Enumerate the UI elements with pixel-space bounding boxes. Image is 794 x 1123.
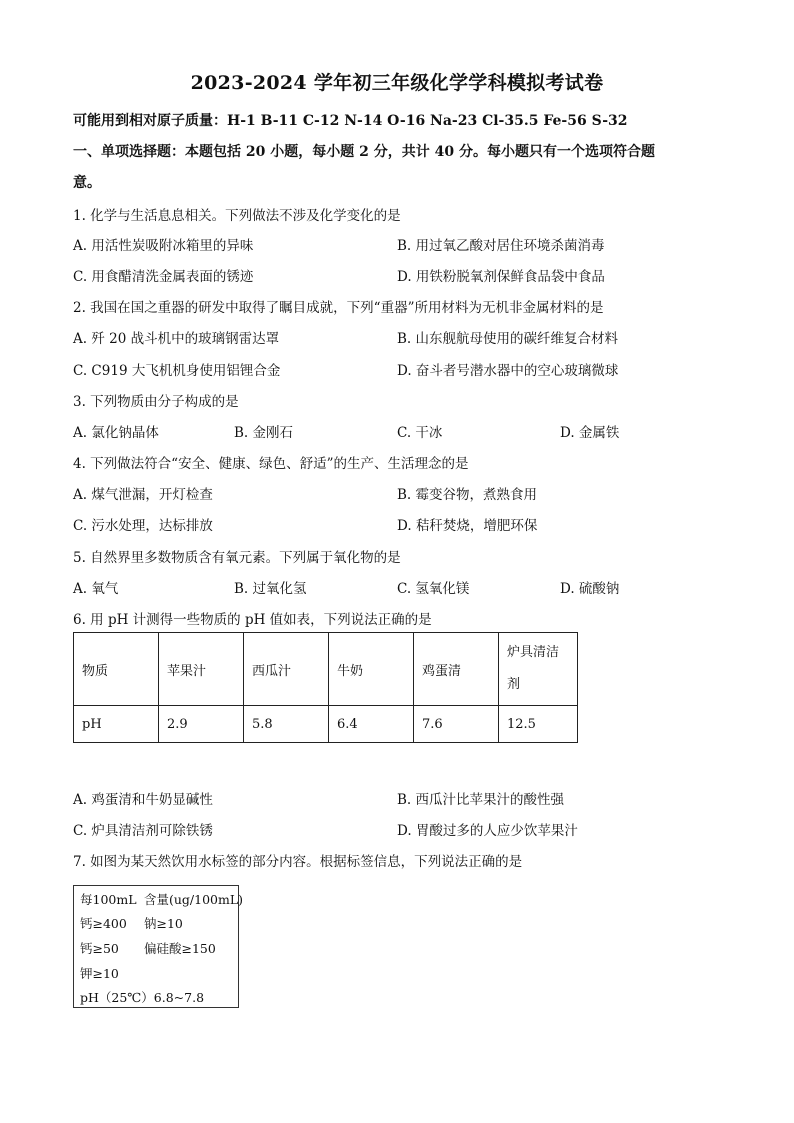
table-header-cell: 西瓜汁 [244, 633, 329, 706]
option-a: A. 鸡蛋清和牛奶显碱性 [73, 792, 213, 808]
option-b: B. 用过氧乙酸对居住环境杀菌消毒 [397, 238, 605, 254]
table-cell: pH [74, 706, 159, 743]
table-cell: 6.4 [329, 706, 414, 743]
question-stem: 2. 我国在国之重器的研发中取得了瞩目成就，下列“重器”所用材料为无机非金属材料的是 [73, 300, 604, 316]
option-c: C. 干冰 [397, 425, 443, 441]
option-c: C. 炉具清洁剂可除铁锈 [73, 823, 213, 839]
table-cell: 5.8 [244, 706, 329, 743]
page-title: 2023-2024 学年初三年级化学学科模拟考试卷 [190, 72, 604, 94]
table-cell: 7.6 [414, 706, 499, 743]
option-b: B. 金刚石 [234, 425, 294, 441]
atomic-masses: 可能用到相对原子质量：H-1 B-11 C-12 N-14 O-16 Na-23 Cl-35.5 Fe-56 S-32 [73, 113, 628, 129]
option-d: D. 秸秆焚烧，增肥环保 [397, 518, 538, 534]
option-c: C. 用食醋清洗金属表面的锈迹 [73, 269, 254, 285]
option-a: A. 歼 20 战斗机中的玻璃钢雷达罩 [73, 331, 280, 347]
label-text: 偏硅酸≥150 [144, 941, 216, 956]
label-text: 含量(ug/100mL) [144, 892, 244, 907]
option-a: A. 煤气泄漏，开灯检查 [73, 487, 213, 503]
section-heading-cont: 意。 [73, 175, 101, 191]
option-c: C. 污水处理，达标排放 [73, 518, 213, 534]
question-stem: 6. 用 pH 计测得一些物质的 pH 值如表，下列说法正确的是 [73, 612, 432, 628]
option-c: C. C919 大飞机机身使用铝锂合金 [73, 363, 281, 379]
label-text: 钾≥10 [80, 966, 119, 981]
water-label [73, 885, 244, 1008]
label-text: 钙≥50 [80, 941, 119, 956]
ph-table [73, 632, 578, 743]
question-stem: 5. 自然界里多数物质含有氧元素。下列属于氧化物的是 [73, 550, 401, 566]
question-stem: 3. 下列物质由分子构成的是 [73, 394, 239, 410]
option-b: B. 过氧化氢 [234, 581, 307, 597]
table-cell: 12.5 [499, 706, 578, 743]
section-heading: 一、单项选择题：本题包括 20 小题，每小题 2 分，共计 40 分。每小题只有一个选项符合题 [73, 144, 655, 160]
header-part: 炉具清洁 [507, 645, 560, 660]
option-a: A. 用活性炭吸附冰箱里的异味 [73, 238, 254, 254]
table-cell: 2.9 [159, 706, 244, 743]
option-d: D. 奋斗者号潜水器中的空心玻璃微球 [397, 363, 619, 379]
option-a: A. 氧气 [73, 581, 119, 597]
option-b: B. 山东舰航母使用的碳纤维复合材料 [397, 331, 619, 347]
table-header-cell [499, 633, 578, 706]
label-text: 钠≥10 [144, 916, 183, 931]
option-d: D. 用铁粉脱氧剂保鲜食品袋中食品 [397, 269, 605, 285]
option-d: D. 硫酸钠 [560, 581, 620, 597]
option-b: B. 霉变谷物，煮熟食用 [397, 487, 538, 503]
option-a: A. 氯化钠晶体 [73, 425, 159, 441]
table-header-cell: 苹果汁 [159, 633, 244, 706]
label-text: 每100mL [80, 892, 137, 907]
header-part: 剂 [507, 677, 521, 692]
label-text: 钙≥400 [80, 916, 127, 931]
table-header-cell: 鸡蛋清 [414, 633, 499, 706]
table-header-cell: 牛奶 [329, 633, 414, 706]
option-c: C. 氢氧化镁 [397, 581, 470, 597]
label-text: pH（25℃）6.8~7.8 [80, 990, 205, 1005]
question-stem: 1. 化学与生活息息相关。下列做法不涉及化学变化的是 [73, 208, 401, 224]
option-d: D. 金属铁 [560, 425, 620, 441]
option-d: D. 胃酸过多的人应少饮苹果汁 [397, 823, 578, 839]
question-stem: 4. 下列做法符合“安全、健康、绿色、舒适”的生产、生活理念的是 [73, 456, 469, 472]
question-stem: 7. 如图为某天然饮用水标签的部分内容。根据标签信息，下列说法正确的是 [73, 854, 523, 870]
option-b: B. 西瓜汁比苹果汁的酸性强 [397, 792, 565, 808]
table-header-cell: 物质 [74, 633, 159, 706]
